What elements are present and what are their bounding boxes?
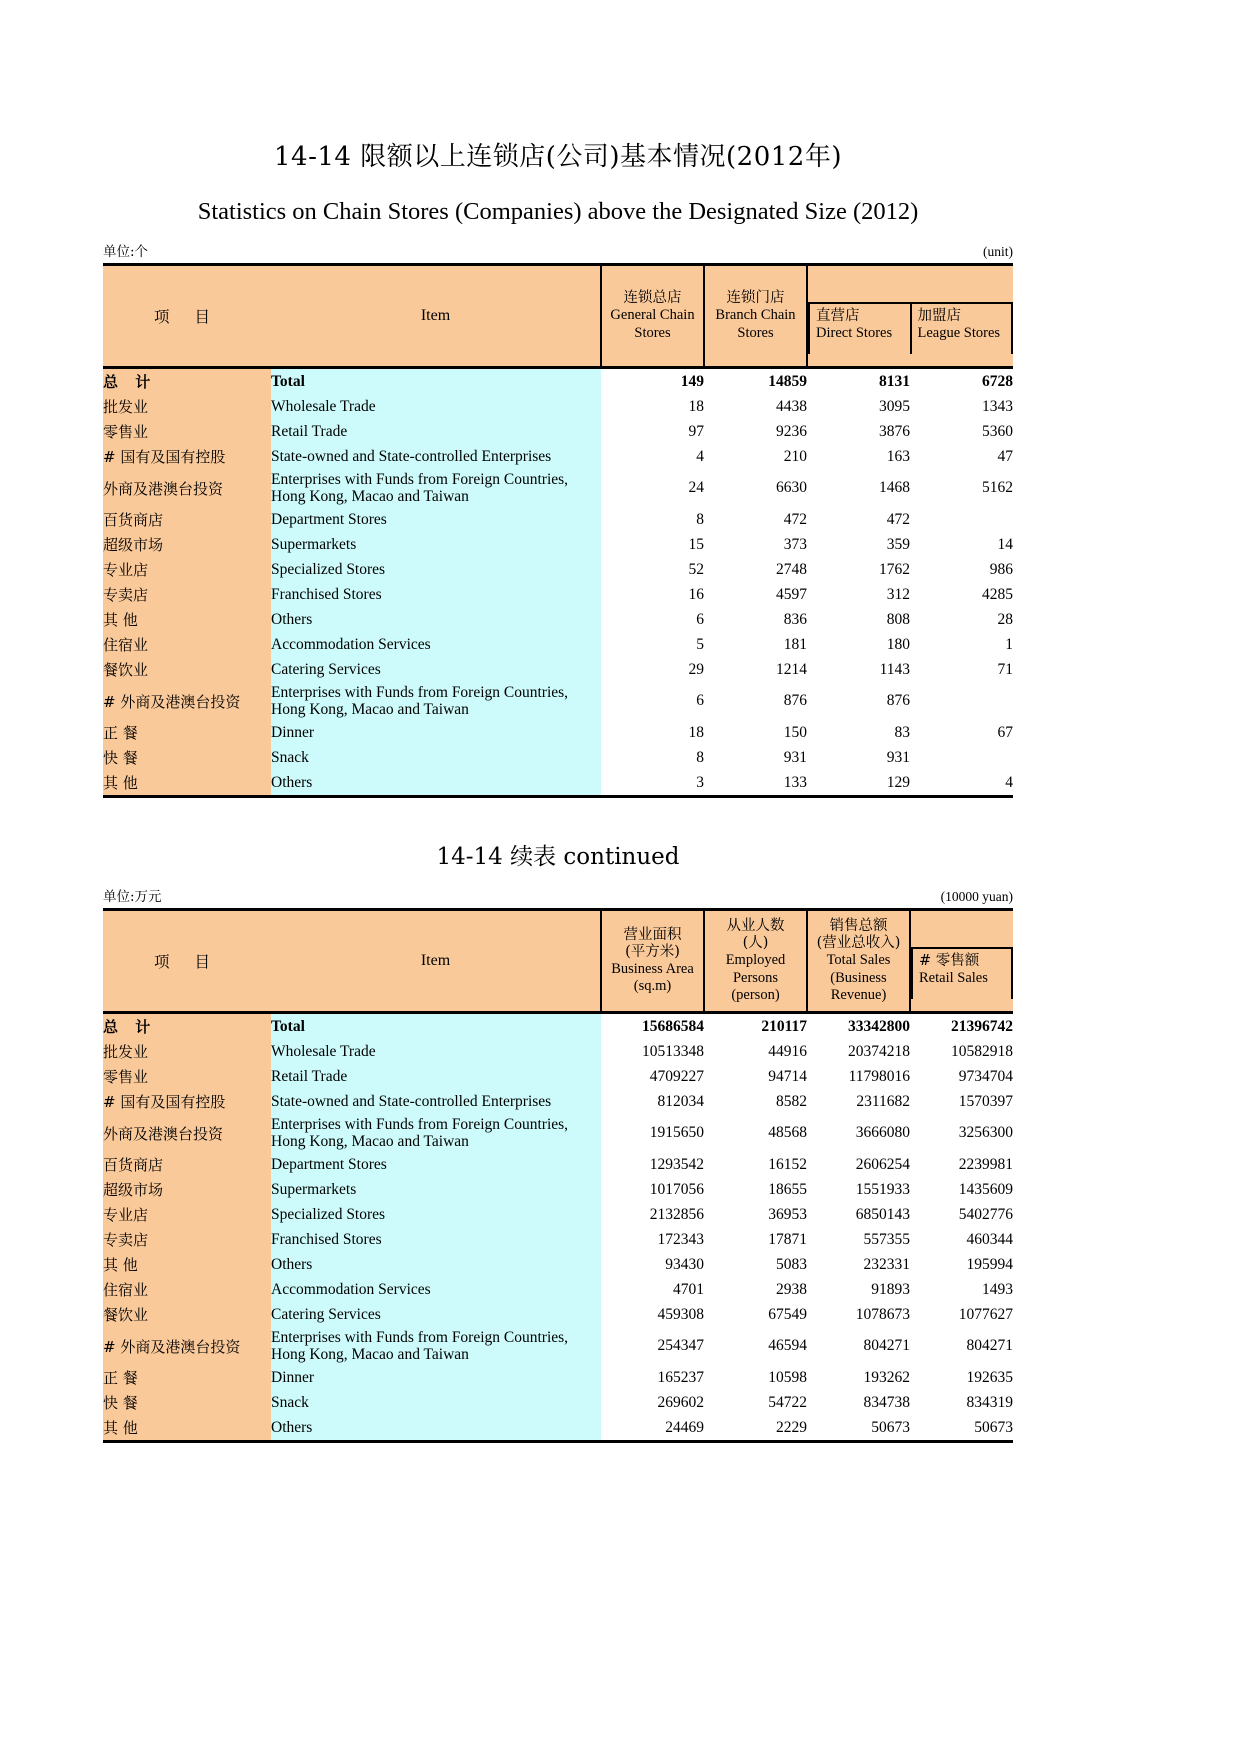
- table-row: [103, 469, 1013, 507]
- table2-header-total-sales: [807, 910, 910, 1013]
- table-cell-value: 33342800: [807, 1013, 910, 1040]
- table-row: [103, 607, 1013, 632]
- row-label-cn: 零售业: [103, 1064, 271, 1089]
- row-label-cn: # 国有及国有控股: [103, 444, 271, 469]
- col-cn: 连锁门店: [726, 290, 785, 307]
- col-en: Business Area (sq.m): [611, 961, 694, 995]
- table-cell-value: [910, 745, 1013, 770]
- row-label-cn: 总 计: [103, 368, 271, 395]
- row-label-en: State-owned and State-controlled Enterprises: [271, 444, 601, 469]
- row-label-en: Others: [271, 1252, 601, 1277]
- table-cell-value: 4701: [601, 1277, 704, 1302]
- row-label-en: Wholesale Trade: [271, 1039, 601, 1064]
- table-cell-value: 836: [704, 607, 807, 632]
- row-label-cn: 外商及港澳台投资: [103, 469, 271, 507]
- row-label-en: Enterprises with Funds from Foreign Countries, Hong Kong, Macao and Taiwan: [271, 1114, 601, 1152]
- table-row: [103, 682, 1013, 720]
- table1-header-general-chain-stores: [601, 265, 704, 368]
- row-label-en: Snack: [271, 1390, 601, 1415]
- row-label-cn: # 国有及国有控股: [103, 1089, 271, 1114]
- row-label-cn: 其 他: [103, 1252, 271, 1277]
- table-cell-value: 876: [807, 682, 910, 720]
- row-label-en: Supermarkets: [271, 532, 601, 557]
- row-label-en: Others: [271, 1415, 601, 1442]
- table-cell-value: 210: [704, 444, 807, 469]
- table-cell-value: 2606254: [807, 1152, 910, 1177]
- table2-unit-en: (10000 yuan): [940, 889, 1013, 904]
- table-cell-value: 46594: [704, 1327, 807, 1365]
- table-cell-value: 3095: [807, 394, 910, 419]
- col-en: Employed Persons (person): [725, 952, 786, 1003]
- table-cell-value: 193262: [807, 1365, 910, 1390]
- table-cell-value: 1762: [807, 557, 910, 582]
- table1-header-nested-group: [807, 265, 1013, 368]
- table-cell-value: 986: [910, 557, 1013, 582]
- table-cell-value: 28: [910, 607, 1013, 632]
- row-label-en: Enterprises with Funds from Foreign Countries, Hong Kong, Macao and Taiwan: [271, 682, 601, 720]
- row-label-en: Catering Services: [271, 657, 601, 682]
- table-row: [103, 1013, 1013, 1040]
- table2-header-item-cn: 项 目: [103, 910, 271, 1013]
- table1-header-item-en: Item: [271, 265, 601, 368]
- col-en: General Chain Stores: [610, 307, 695, 341]
- table-row: [103, 532, 1013, 557]
- table-cell-value: 1915650: [601, 1114, 704, 1152]
- row-label-en: Retail Trade: [271, 1064, 601, 1089]
- table-cell-value: 21396742: [910, 1013, 1013, 1040]
- col-cn: 直营店: [816, 308, 860, 324]
- table-cell-value: 9236: [704, 419, 807, 444]
- table-cell-value: 149: [601, 368, 704, 395]
- table-row: [103, 720, 1013, 745]
- row-label-en: Dinner: [271, 720, 601, 745]
- row-label-en: Catering Services: [271, 1302, 601, 1327]
- row-label-en: Snack: [271, 745, 601, 770]
- table-cell-value: 1017056: [601, 1177, 704, 1202]
- table2-header-business-area: [601, 910, 704, 1013]
- row-label-cn: 专业店: [103, 557, 271, 582]
- table-cell-value: 472: [807, 507, 910, 532]
- table-cell-value: 269602: [601, 1390, 704, 1415]
- table1-unit-line: [103, 240, 1013, 260]
- row-label-en: Dinner: [271, 1365, 601, 1390]
- table2-header-item-en: Item: [271, 910, 601, 1013]
- table1-header-branch-chain-stores: [704, 265, 807, 368]
- row-label-en: Franchised Stores: [271, 1227, 601, 1252]
- table2-unit-line: [103, 885, 1013, 905]
- table1-header-row: [103, 265, 1013, 368]
- table-cell-value: 1: [910, 632, 1013, 657]
- table-cell-value: 6: [601, 607, 704, 632]
- table1-unit-en: (unit): [983, 244, 1013, 259]
- table-cell-value: 83: [807, 720, 910, 745]
- row-label-en: Enterprises with Funds from Foreign Countries, Hong Kong, Macao and Taiwan: [271, 1327, 601, 1365]
- table-cell-value: 472: [704, 507, 807, 532]
- row-label-en: Department Stores: [271, 1152, 601, 1177]
- row-label-cn: 专卖店: [103, 1227, 271, 1252]
- table-cell-value: 312: [807, 582, 910, 607]
- table-row: [103, 582, 1013, 607]
- chain-stores-count-table: [103, 263, 1013, 798]
- table-cell-value: [910, 682, 1013, 720]
- nested-box: [808, 302, 1013, 354]
- table-cell-value: 192635: [910, 1365, 1013, 1390]
- row-label-en: Wholesale Trade: [271, 394, 601, 419]
- table-cell-value: 16152: [704, 1152, 807, 1177]
- table-row: [103, 1390, 1013, 1415]
- table-row: [103, 770, 1013, 797]
- row-label-cn: 快 餐: [103, 1390, 271, 1415]
- table1-body: [103, 368, 1013, 797]
- table-row: [103, 1089, 1013, 1114]
- row-label-en: State-owned and State-controlled Enterprises: [271, 1089, 601, 1114]
- table-cell-value: 195994: [910, 1252, 1013, 1277]
- row-label-cn: 正 餐: [103, 1365, 271, 1390]
- table-cell-value: 1468: [807, 469, 910, 507]
- table-cell-value: 6630: [704, 469, 807, 507]
- table-cell-value: 3: [601, 770, 704, 797]
- table-cell-value: 10582918: [910, 1039, 1013, 1064]
- row-label-en: Enterprises with Funds from Foreign Countries, Hong Kong, Macao and Taiwan: [271, 469, 601, 507]
- table-cell-value: 1077627: [910, 1302, 1013, 1327]
- table-cell-value: 834319: [910, 1390, 1013, 1415]
- table-cell-value: 4438: [704, 394, 807, 419]
- table-cell-value: 6850143: [807, 1202, 910, 1227]
- row-label-en: Supermarkets: [271, 1177, 601, 1202]
- row-label-cn: 正 餐: [103, 720, 271, 745]
- table-row: [103, 1227, 1013, 1252]
- row-label-cn: 快 餐: [103, 745, 271, 770]
- table-row: [103, 444, 1013, 469]
- table2-header-row: [103, 910, 1013, 1013]
- table-cell-value: 6: [601, 682, 704, 720]
- table-cell-value: 460344: [910, 1227, 1013, 1252]
- table2-body: [103, 1013, 1013, 1442]
- table2-header-retail-sales: [913, 949, 1011, 999]
- table-cell-value: 4709227: [601, 1064, 704, 1089]
- table-row: [103, 1114, 1013, 1152]
- table-cell-value: 373: [704, 532, 807, 557]
- table-cell-value: 172343: [601, 1227, 704, 1252]
- table-cell-value: 15: [601, 532, 704, 557]
- table-cell-value: 1435609: [910, 1177, 1013, 1202]
- table-cell-value: 24: [601, 469, 704, 507]
- table-cell-value: 254347: [601, 1327, 704, 1365]
- col-en: Retail Sales: [919, 969, 988, 986]
- table-cell-value: 232331: [807, 1252, 910, 1277]
- table-cell-value: 1143: [807, 657, 910, 682]
- table-cell-value: 67: [910, 720, 1013, 745]
- table-cell-value: 808: [807, 607, 910, 632]
- table-cell-value: 18: [601, 720, 704, 745]
- chain-stores-value-table: [103, 908, 1013, 1443]
- table-row: [103, 419, 1013, 444]
- table-cell-value: 163: [807, 444, 910, 469]
- table-cell-value: 8: [601, 745, 704, 770]
- table2-header-nested-group: [910, 910, 1013, 1013]
- row-label-en: Specialized Stores: [271, 1202, 601, 1227]
- col-cn: 从业人数 (人): [726, 918, 785, 952]
- col-en: League Stores: [917, 324, 1001, 341]
- table-cell-value: 93430: [601, 1252, 704, 1277]
- col-en: Total Sales (Business Revenue): [826, 952, 891, 1003]
- table-row: [103, 1327, 1013, 1365]
- row-label-en: Total: [271, 1013, 601, 1040]
- row-label-cn: 百货商店: [103, 507, 271, 532]
- table-cell-value: 804271: [807, 1327, 910, 1365]
- row-label-cn: 总 计: [103, 1013, 271, 1040]
- table1-header-league-stores: [910, 304, 1012, 354]
- table-cell-value: 359: [807, 532, 910, 557]
- table-cell-value: 14859: [704, 368, 807, 395]
- row-label-cn: 餐饮业: [103, 657, 271, 682]
- row-label-cn: 超级市场: [103, 1177, 271, 1202]
- row-label-cn: 专卖店: [103, 582, 271, 607]
- table1-unit-cn: 单位:个: [103, 244, 149, 260]
- table-cell-value: 8582: [704, 1089, 807, 1114]
- table-cell-value: 71: [910, 657, 1013, 682]
- col-cn: # 零售额: [919, 953, 980, 969]
- row-label-cn: # 外商及港澳台投资: [103, 1327, 271, 1365]
- row-label-cn: 餐饮业: [103, 1302, 271, 1327]
- row-label-en: Accommodation Services: [271, 1277, 601, 1302]
- table-cell-value: 210117: [704, 1013, 807, 1040]
- table2-header-employed-persons: [704, 910, 807, 1013]
- table-cell-value: 47: [910, 444, 1013, 469]
- table-cell-value: 48568: [704, 1114, 807, 1152]
- table-cell-value: 5360: [910, 419, 1013, 444]
- table-cell-value: 1570397: [910, 1089, 1013, 1114]
- row-label-cn: 其 他: [103, 607, 271, 632]
- table-cell-value: 2748: [704, 557, 807, 582]
- table-cell-value: 18655: [704, 1177, 807, 1202]
- table-row: [103, 1365, 1013, 1390]
- table-cell-value: 14: [910, 532, 1013, 557]
- col-cn: 加盟店: [917, 308, 961, 324]
- row-label-cn: 其 他: [103, 1415, 271, 1442]
- row-label-cn: 专业店: [103, 1202, 271, 1227]
- table-row: [103, 368, 1013, 395]
- table-cell-value: 94714: [704, 1064, 807, 1089]
- table-cell-value: 5162: [910, 469, 1013, 507]
- row-label-cn: # 外商及港澳台投资: [103, 682, 271, 720]
- row-label-en: Specialized Stores: [271, 557, 601, 582]
- table-cell-value: 18: [601, 394, 704, 419]
- col-cn: 销售总额 (营业总收入): [816, 918, 901, 952]
- table-cell-value: 557355: [807, 1227, 910, 1252]
- table-row: [103, 1252, 1013, 1277]
- table-cell-value: 4597: [704, 582, 807, 607]
- nested-box: [911, 947, 1013, 999]
- row-label-en: Others: [271, 607, 601, 632]
- table-row: [103, 1039, 1013, 1064]
- row-label-en: Franchised Stores: [271, 582, 601, 607]
- table-cell-value: 15686584: [601, 1013, 704, 1040]
- table-row: [103, 657, 1013, 682]
- table-cell-value: 8: [601, 507, 704, 532]
- table-cell-value: 52: [601, 557, 704, 582]
- row-label-en: Others: [271, 770, 601, 797]
- table1-header-item-cn: 项 目: [103, 265, 271, 368]
- row-label-en: Retail Trade: [271, 419, 601, 444]
- table-cell-value: 36953: [704, 1202, 807, 1227]
- table-cell-value: 3876: [807, 419, 910, 444]
- table-cell-value: 165237: [601, 1365, 704, 1390]
- table-row: [103, 394, 1013, 419]
- row-label-cn: 零售业: [103, 419, 271, 444]
- table-cell-value: 3256300: [910, 1114, 1013, 1152]
- row-label-en: Total: [271, 368, 601, 395]
- page-content: [103, 0, 1013, 1443]
- table-cell-value: 876: [704, 682, 807, 720]
- table-cell-value: 3666080: [807, 1114, 910, 1152]
- table-cell-value: 2938: [704, 1277, 807, 1302]
- table-row: [103, 1302, 1013, 1327]
- table-cell-value: 1343: [910, 394, 1013, 419]
- table-cell-value: 4: [601, 444, 704, 469]
- table-cell-value: 812034: [601, 1089, 704, 1114]
- table-cell-value: 44916: [704, 1039, 807, 1064]
- table-row: [103, 1202, 1013, 1227]
- table-row: [103, 1277, 1013, 1302]
- table-cell-value: 50673: [910, 1415, 1013, 1442]
- table-cell-value: 16: [601, 582, 704, 607]
- table-cell-value: 91893: [807, 1277, 910, 1302]
- table-cell-value: 5: [601, 632, 704, 657]
- table-cell-value: 20374218: [807, 1039, 910, 1064]
- row-label-cn: 住宿业: [103, 1277, 271, 1302]
- table-cell-value: 2229: [704, 1415, 807, 1442]
- table1-header-direct-stores: [810, 304, 910, 354]
- table-cell-value: 150: [704, 720, 807, 745]
- row-label-cn: 住宿业: [103, 632, 271, 657]
- row-label-cn: 批发业: [103, 394, 271, 419]
- col-cn: 营业面积 (平方米): [623, 926, 682, 960]
- table-cell-value: 97: [601, 419, 704, 444]
- table-cell-value: [910, 507, 1013, 532]
- table-cell-value: 67549: [704, 1302, 807, 1327]
- table-cell-value: 1214: [704, 657, 807, 682]
- row-label-cn: 其 他: [103, 770, 271, 797]
- table-cell-value: 10598: [704, 1365, 807, 1390]
- table-row: [103, 557, 1013, 582]
- row-label-cn: 百货商店: [103, 1152, 271, 1177]
- table-cell-value: 133: [704, 770, 807, 797]
- table-cell-value: 17871: [704, 1227, 807, 1252]
- table-cell-value: 804271: [910, 1327, 1013, 1365]
- table-row: [103, 1064, 1013, 1089]
- table-cell-value: 180: [807, 632, 910, 657]
- table-cell-value: 931: [807, 745, 910, 770]
- continued-title: 14-14 续表 continued: [436, 844, 680, 870]
- table-cell-value: 11798016: [807, 1064, 910, 1089]
- table-cell-value: 129: [807, 770, 910, 797]
- row-label-cn: 超级市场: [103, 532, 271, 557]
- table-cell-value: 1293542: [601, 1152, 704, 1177]
- page-title-cn: 14-14 限额以上连锁店(公司)基本情况(2012年): [274, 142, 842, 172]
- table-row: [103, 1415, 1013, 1442]
- table-cell-value: 459308: [601, 1302, 704, 1327]
- table-cell-value: 2239981: [910, 1152, 1013, 1177]
- row-label-cn: 外商及港澳台投资: [103, 1114, 271, 1152]
- table-cell-value: 2132856: [601, 1202, 704, 1227]
- table-cell-value: 50673: [807, 1415, 910, 1442]
- table-cell-value: 4285: [910, 582, 1013, 607]
- table-cell-value: 1078673: [807, 1302, 910, 1327]
- row-label-cn: 批发业: [103, 1039, 271, 1064]
- col-en: Branch Chain Stores: [715, 307, 796, 341]
- page-title-en: Statistics on Chain Stores (Companies) above the Designated Size (2012): [197, 198, 919, 225]
- table-cell-value: 5402776: [910, 1202, 1013, 1227]
- table-cell-value: 1493: [910, 1277, 1013, 1302]
- table-cell-value: 10513348: [601, 1039, 704, 1064]
- table-cell-value: 931: [704, 745, 807, 770]
- table-cell-value: 29: [601, 657, 704, 682]
- table-cell-value: 24469: [601, 1415, 704, 1442]
- table-cell-value: 6728: [910, 368, 1013, 395]
- table-cell-value: 9734704: [910, 1064, 1013, 1089]
- table-cell-value: 4: [910, 770, 1013, 797]
- table-cell-value: 54722: [704, 1390, 807, 1415]
- row-label-en: Department Stores: [271, 507, 601, 532]
- row-label-en: Accommodation Services: [271, 632, 601, 657]
- table-cell-value: 1551933: [807, 1177, 910, 1202]
- table-row: [103, 745, 1013, 770]
- table-row: [103, 632, 1013, 657]
- table-cell-value: 5083: [704, 1252, 807, 1277]
- table-cell-value: 181: [704, 632, 807, 657]
- table-row: [103, 1177, 1013, 1202]
- table-row: [103, 507, 1013, 532]
- col-cn: 连锁总店: [623, 290, 682, 307]
- table-cell-value: 834738: [807, 1390, 910, 1415]
- table-cell-value: 8131: [807, 368, 910, 395]
- table-row: [103, 1152, 1013, 1177]
- col-en: Direct Stores: [816, 324, 893, 341]
- table2-unit-cn: 单位:万元: [103, 889, 162, 905]
- table-cell-value: 2311682: [807, 1089, 910, 1114]
